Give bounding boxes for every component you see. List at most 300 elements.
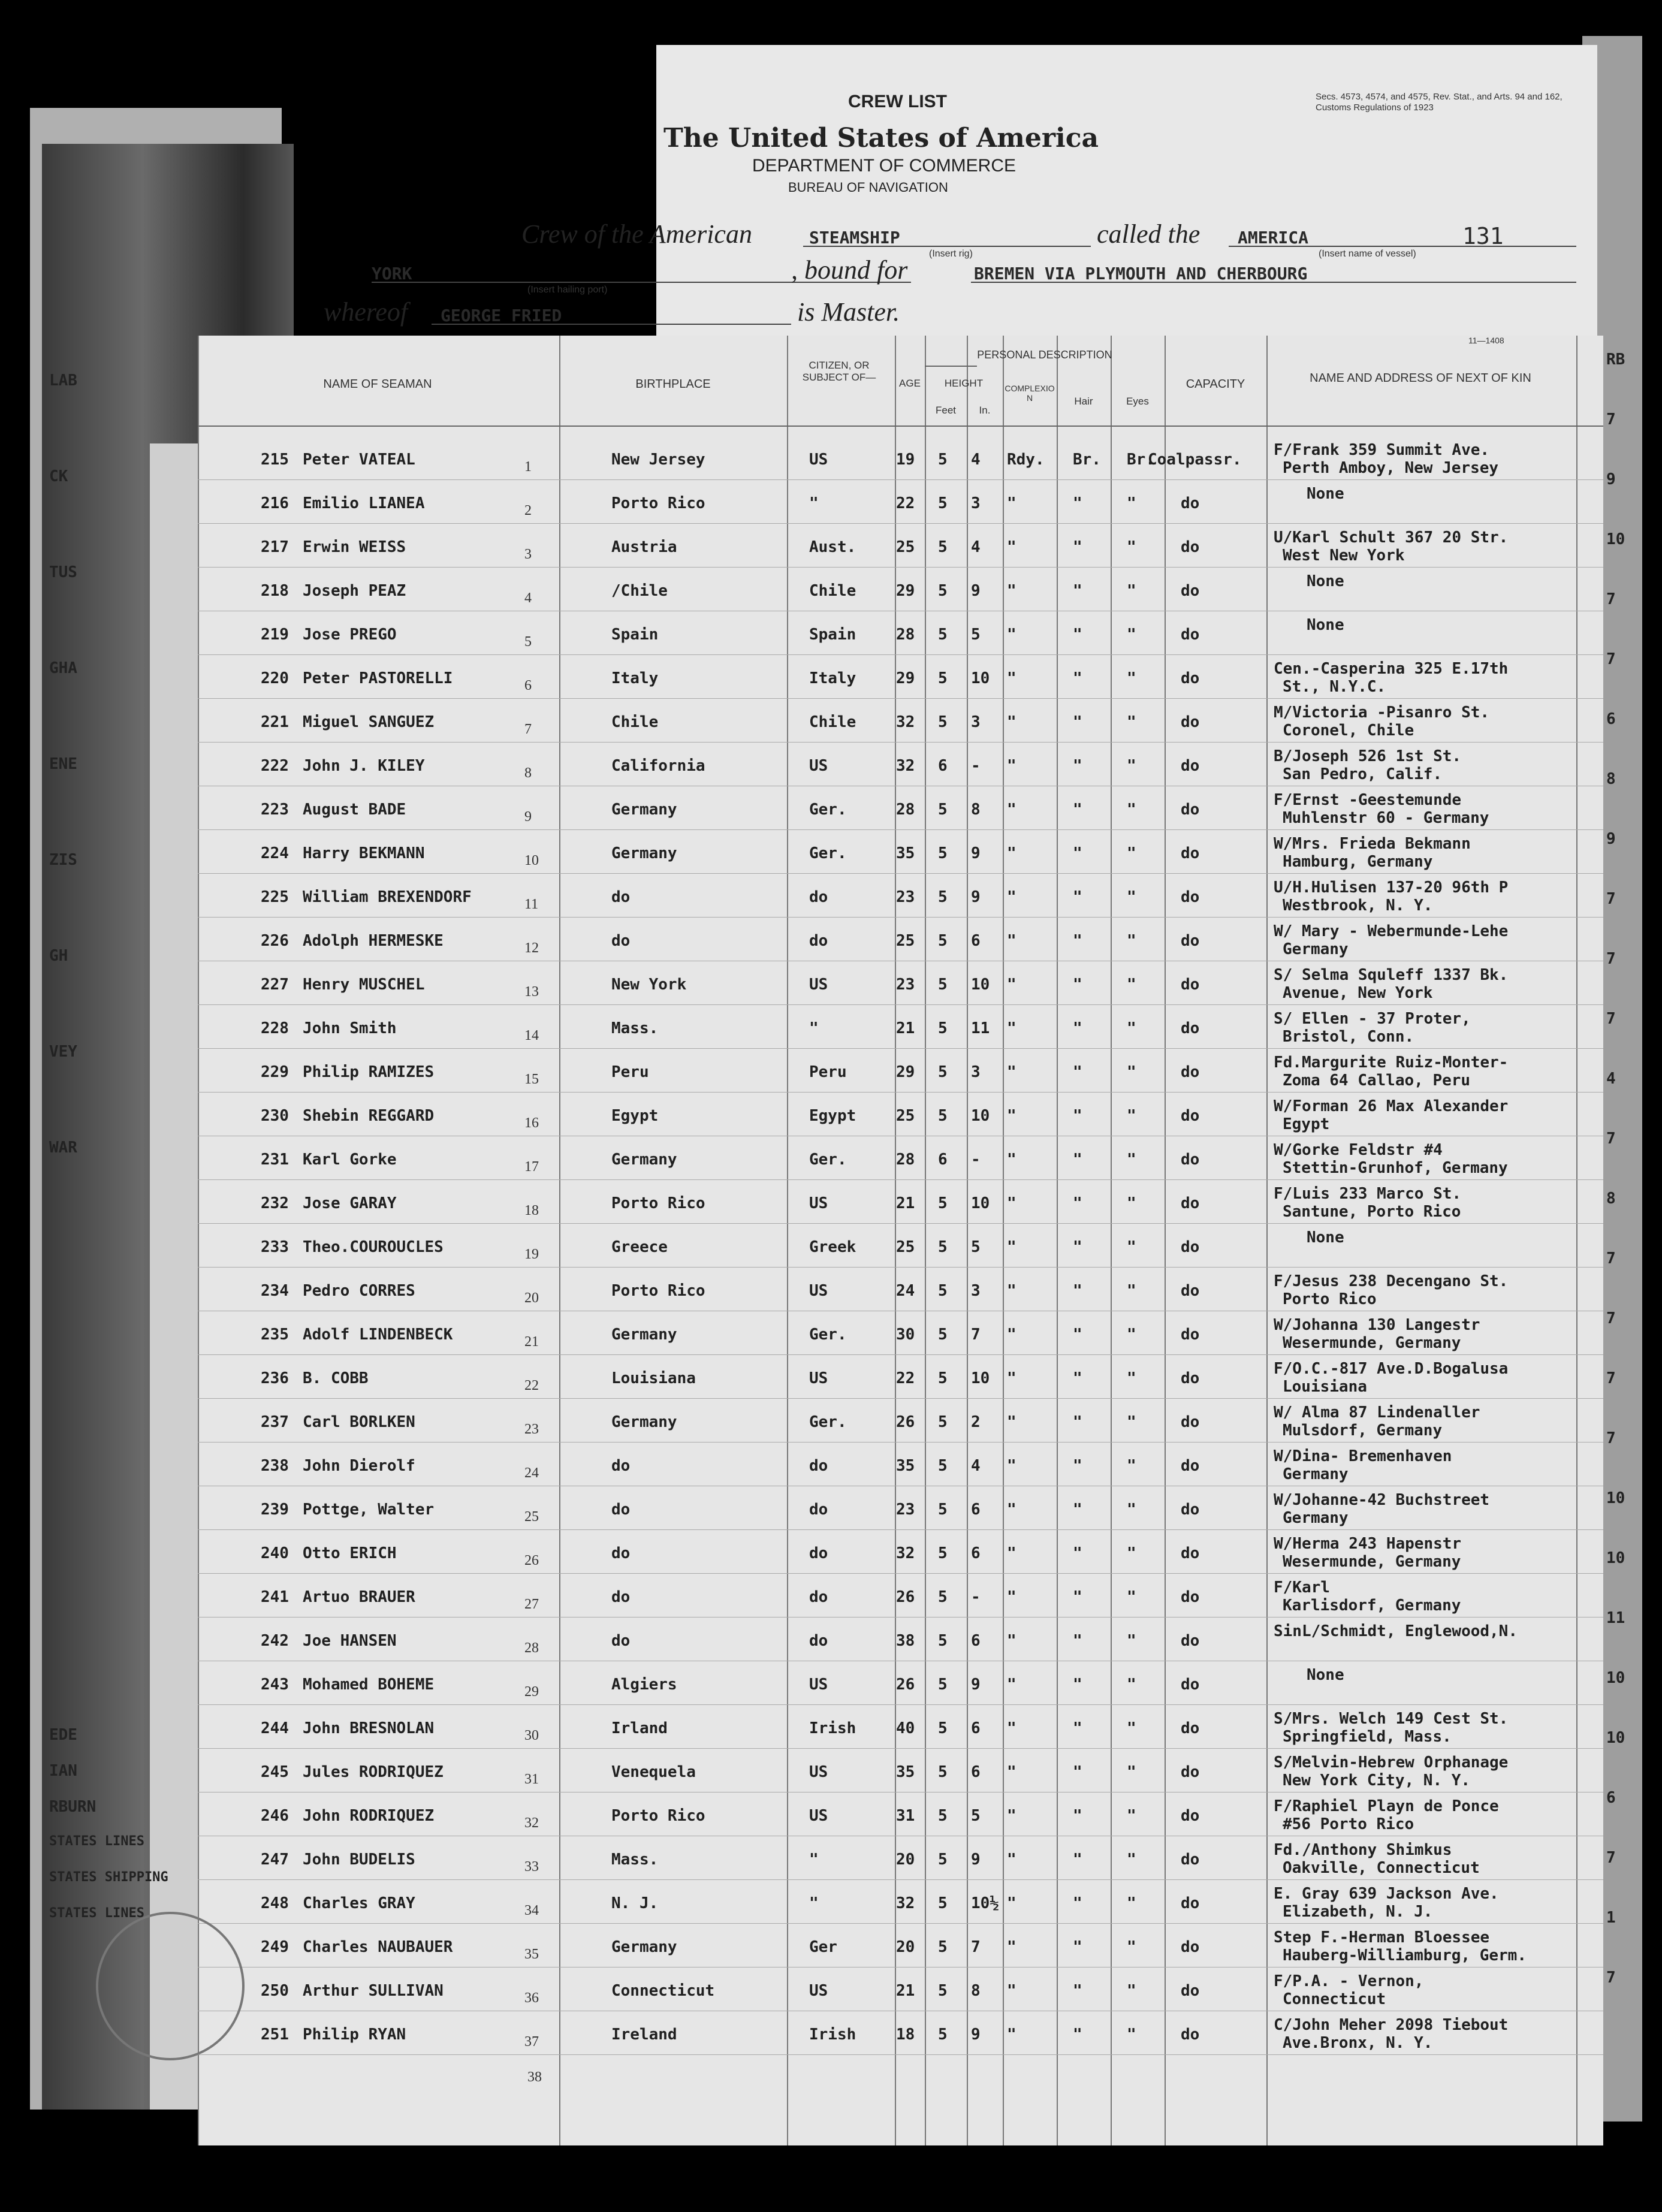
capacity: do: [1181, 1501, 1200, 1519]
row-rule: [198, 1704, 1603, 1705]
complexion: ": [1007, 1719, 1016, 1737]
hair: ": [1073, 801, 1082, 819]
height-inches: -: [971, 757, 981, 775]
seaman-number: 226: [261, 932, 289, 950]
hair: ": [1073, 713, 1082, 731]
birthplace: Irland: [611, 1719, 668, 1737]
birthplace: Mass.: [611, 1019, 659, 1037]
next-of-kin-line2: #56 Porto Rico: [1283, 1815, 1414, 1833]
eyes: ": [1127, 888, 1136, 906]
birthplace: Porto Rico: [611, 1282, 705, 1300]
complexion: ": [1007, 1588, 1016, 1606]
line-number: 24: [524, 1465, 539, 1481]
complexion: ": [1007, 1763, 1016, 1781]
complexion: ": [1007, 1369, 1016, 1387]
height-inches: 2: [971, 1413, 981, 1431]
line-number: 36: [524, 1990, 539, 2006]
citizenship: Spain: [809, 626, 856, 644]
height-feet: 5: [938, 1457, 948, 1475]
age: 28: [896, 801, 915, 819]
age: 32: [896, 1544, 915, 1562]
hair: ": [1073, 538, 1082, 556]
next-of-kin-line1: S/Melvin-Hebrew Orphanage: [1274, 1754, 1509, 1772]
line-number: 14: [524, 1028, 539, 1043]
height-feet: 6: [938, 757, 948, 775]
hair: ": [1073, 494, 1082, 512]
citizenship: US: [809, 1676, 828, 1694]
line-number: 7: [524, 722, 532, 737]
row-rule: [198, 1923, 1603, 1924]
complexion: ": [1007, 1894, 1016, 1912]
hailing-hint: (Insert hailing port): [527, 285, 608, 295]
department-title: DEPARTMENT OF COMMERCE: [752, 156, 1016, 176]
complexion: ": [1007, 844, 1016, 862]
hair: ": [1073, 1019, 1082, 1037]
seaman-name: Philip RAMIZES: [303, 1063, 435, 1081]
birthplace: Germany: [611, 1938, 677, 1956]
line-number: 9: [524, 809, 532, 825]
next-of-kin-line2: Louisiana: [1283, 1378, 1367, 1396]
row-rule: [198, 567, 1603, 568]
birthplace: Louisiana: [611, 1369, 696, 1387]
age: 23: [896, 1501, 915, 1519]
height-feet: 5: [938, 1019, 948, 1037]
row-rule: [198, 1879, 1603, 1880]
eyes: ": [1127, 757, 1136, 775]
height-inches: 8: [971, 801, 981, 819]
rule-name-left: [198, 336, 199, 2145]
right-margin-text: 9: [1606, 830, 1616, 848]
eyes: ": [1127, 1413, 1136, 1431]
seaman-number: 235: [261, 1326, 289, 1344]
complexion: ": [1007, 1676, 1016, 1694]
age: 25: [896, 932, 915, 950]
height-feet: 5: [938, 669, 948, 687]
next-of-kin-line2: Hauberg-Williamburg, Germ.: [1283, 1947, 1527, 1964]
height-inches: 10½: [971, 1894, 999, 1912]
next-of-kin-line2: Mulsdorf, Germany: [1283, 1422, 1443, 1440]
seaman-name: Arthur SULLIVAN: [303, 1982, 444, 2000]
height-feet: 5: [938, 1326, 948, 1344]
next-of-kin-line1: W/Gorke Feldstr #4: [1274, 1141, 1443, 1159]
citizenship: US: [809, 1982, 828, 2000]
hair: ": [1073, 1632, 1082, 1650]
hailing-port: YORK: [372, 264, 412, 283]
height-feet: 5: [938, 2026, 948, 2044]
height-inches: 10: [971, 1107, 990, 1125]
line-number: 8: [524, 765, 532, 781]
line-number: 25: [524, 1509, 539, 1525]
vessel-name: AMERICA: [1238, 228, 1309, 248]
next-of-kin-line1: F/Ernst -Geestemunde: [1274, 791, 1462, 809]
seaman-number: 239: [261, 1501, 289, 1519]
left-margin-text: STATES LINES: [49, 1834, 144, 1849]
citizenship: Greek: [809, 1238, 856, 1256]
right-margin-text: 10: [1606, 530, 1625, 548]
citizenship: US: [809, 1194, 828, 1212]
citizenship: do: [809, 1632, 828, 1650]
age: 35: [896, 844, 915, 862]
height-inches: 9: [971, 844, 981, 862]
row-rule: [198, 1442, 1603, 1443]
eyes: ": [1127, 1676, 1136, 1694]
row-rule: [198, 1529, 1603, 1530]
next-of-kin-line2: Springfield, Mass.: [1283, 1728, 1452, 1746]
age: 24: [896, 1282, 915, 1300]
birthplace: Connecticut: [611, 1982, 715, 2000]
capacity: do: [1181, 1457, 1200, 1475]
citizenship: Egypt: [809, 1107, 856, 1125]
next-of-kin-line1: U/Karl Schult 367 20 Str.: [1274, 529, 1509, 547]
height-inches: 4: [971, 1457, 981, 1475]
line-number: 23: [524, 1422, 539, 1437]
capacity: do: [1181, 1982, 1200, 2000]
eyes: ": [1127, 626, 1136, 644]
complexion: Rdy.: [1007, 451, 1045, 469]
birthplace: do: [611, 1632, 631, 1650]
vessel-hint: (Insert name of vessel): [1319, 249, 1416, 259]
birthplace: New Jersey: [611, 451, 705, 469]
next-of-kin-line1: C/John Meher 2098 Tiebout: [1274, 2016, 1509, 2034]
birthplace: Porto Rico: [611, 494, 705, 512]
line-number: 18: [524, 1203, 539, 1218]
complexion: ": [1007, 1851, 1016, 1869]
capacity: do: [1181, 932, 1200, 950]
height-inches: 9: [971, 2026, 981, 2044]
hair: ": [1073, 976, 1082, 994]
eyes: ": [1127, 494, 1136, 512]
next-of-kin-line1: B/Joseph 526 1st St.: [1274, 747, 1462, 765]
eyes: ": [1127, 582, 1136, 600]
line-number: 3: [524, 547, 532, 562]
age: 32: [896, 757, 915, 775]
age: 25: [896, 1107, 915, 1125]
complexion: ": [1007, 801, 1016, 819]
next-of-kin-line2: Connecticut: [1283, 1990, 1386, 2008]
birthplace: do: [611, 1457, 631, 1475]
birthplace: Germany: [611, 1413, 677, 1431]
citizenship: Irish: [809, 2026, 856, 2044]
height-feet: 5: [938, 888, 948, 906]
seaman-name: Jules RODRIQUEZ: [303, 1763, 444, 1781]
next-of-kin-line1: Step F.-Herman Bloessee: [1274, 1929, 1490, 1947]
eyes: ": [1127, 1851, 1136, 1869]
seaman-number: 227: [261, 976, 289, 994]
height-inches: 3: [971, 713, 981, 731]
crew-line-label: Crew of the American: [521, 219, 752, 249]
line-number: 22: [524, 1378, 539, 1393]
height-inches: 4: [971, 451, 981, 469]
rule-cit: [787, 336, 788, 2145]
seaman-name: Adolph HERMESKE: [303, 932, 444, 950]
seaman-name: Adolf LINDENBECK: [303, 1326, 453, 1344]
hair: ": [1073, 1326, 1082, 1344]
capacity: Coalpassr.: [1148, 451, 1242, 469]
citizenship: Aust.: [809, 538, 856, 556]
left-margin-text: ZIS: [49, 851, 77, 869]
hair: ": [1073, 626, 1082, 644]
seaman-name: Harry BEKMANN: [303, 844, 425, 862]
birthplace: Venequela: [611, 1763, 696, 1781]
height-feet: 5: [938, 1501, 948, 1519]
age: 31: [896, 1807, 915, 1825]
regulation-note: Secs. 4573, 4574, and 4575, Rev. Stat., and Arts. 94 and 162, Customs Regulations of 1923: [1316, 92, 1563, 113]
citizenship: Chile: [809, 713, 856, 731]
age: 29: [896, 582, 915, 600]
row-rule: [198, 1267, 1603, 1268]
citizenship: Ger: [809, 1938, 837, 1956]
citizenship: US: [809, 1282, 828, 1300]
left-margin-text: WAR: [49, 1139, 77, 1157]
age: 26: [896, 1413, 915, 1431]
age: 32: [896, 1894, 915, 1912]
next-of-kin-line1: S/ Selma Squleff 1337 Bk.: [1274, 966, 1509, 984]
capacity: do: [1181, 1676, 1200, 1694]
seaman-number: 247: [261, 1851, 289, 1869]
eyes: ": [1127, 1807, 1136, 1825]
birthplace: do: [611, 932, 631, 950]
complexion: ": [1007, 1457, 1016, 1475]
master-name: GEORGE FRIED: [441, 306, 562, 325]
line-number: 34: [524, 1903, 539, 1918]
rule-hair: [1057, 336, 1058, 2145]
hair: Br.: [1073, 451, 1101, 469]
line-number: 29: [524, 1684, 539, 1700]
height-feet: 5: [938, 451, 948, 469]
right-margin-text: 7: [1606, 1010, 1616, 1028]
height-inches: 6: [971, 932, 981, 950]
right-margin-text: 8: [1606, 1190, 1616, 1208]
capacity: do: [1181, 1544, 1200, 1562]
next-of-kin-line1: SinL/Schmidt, Englewood,N.: [1274, 1622, 1518, 1640]
row-rule: [198, 479, 1603, 480]
eyes: ": [1127, 1369, 1136, 1387]
seaman-number: 233: [261, 1238, 289, 1256]
capacity: do: [1181, 1107, 1200, 1125]
age: 25: [896, 1238, 915, 1256]
age: 19: [896, 451, 915, 469]
left-margin-text: STATES SHIPPING: [49, 1870, 168, 1885]
right-margin-text: 4: [1606, 1070, 1616, 1088]
height-inches: 7: [971, 1938, 981, 1956]
seaman-number: 240: [261, 1544, 289, 1562]
age: 22: [896, 1369, 915, 1387]
seaman-number: 250: [261, 1982, 289, 2000]
seaman-name: Miguel SANGUEZ: [303, 713, 435, 731]
seaman-name: Peter PASTORELLI: [303, 669, 453, 687]
next-of-kin-line2: Ave.Bronx, N. Y.: [1283, 2034, 1433, 2052]
right-margin-text: 7: [1606, 950, 1616, 968]
row-rule: [198, 698, 1603, 699]
height-inches: 3: [971, 1063, 981, 1081]
birthplace: Porto Rico: [611, 1194, 705, 1212]
capacity: do: [1181, 1282, 1200, 1300]
next-of-kin-line1: F/Luis 233 Marco St.: [1274, 1185, 1462, 1203]
hair: ": [1073, 757, 1082, 775]
height-feet: 5: [938, 932, 948, 950]
rule-birth: [559, 336, 560, 2145]
seaman-name: John Smith: [303, 1019, 397, 1037]
line-number: 20: [524, 1290, 539, 1306]
eyes: ": [1127, 932, 1136, 950]
right-margin-text: 11: [1606, 1609, 1625, 1627]
birthplace: Germany: [611, 1326, 677, 1344]
age: 40: [896, 1719, 915, 1737]
age: 29: [896, 1063, 915, 1081]
next-of-kin-line2: Hamburg, Germany: [1283, 853, 1433, 871]
row-rule: [198, 1004, 1603, 1005]
hair: ": [1073, 1938, 1082, 1956]
seaman-number: 216: [261, 494, 289, 512]
seaman-name: Charles GRAY: [303, 1894, 415, 1912]
birthplace: Mass.: [611, 1851, 659, 1869]
height-inches: 4: [971, 538, 981, 556]
hair: ": [1073, 1851, 1082, 1869]
complexion: ": [1007, 1063, 1016, 1081]
age: 23: [896, 976, 915, 994]
hair: ": [1073, 1676, 1082, 1694]
right-margin-text: 7: [1606, 1849, 1616, 1867]
col-kin: NAME AND ADDRESS OF NEXT OF KIN: [1310, 372, 1531, 385]
next-of-kin-line1: None: [1307, 572, 1344, 590]
next-of-kin-line1: W/Herma 243 Hapenstr: [1274, 1535, 1462, 1553]
row-rule: [198, 742, 1603, 743]
seaman-number: 232: [261, 1194, 289, 1212]
col-age: AGE: [899, 378, 921, 389]
capacity: do: [1181, 888, 1200, 906]
eyes: ": [1127, 1194, 1136, 1212]
right-margin-text: 7: [1606, 650, 1616, 668]
rule-feet: [925, 336, 926, 2145]
birthplace: Ireland: [611, 2026, 677, 2044]
col-eyes: Eyes: [1126, 396, 1149, 407]
right-margin-text: 6: [1606, 710, 1616, 728]
row-rule: [198, 1223, 1603, 1224]
seaman-name: Charles NAUBAUER: [303, 1938, 453, 1956]
seaman-number: 224: [261, 844, 289, 862]
next-of-kin-line1: F/Raphiel Playn de Ponce: [1274, 1797, 1499, 1815]
seaman-name: John Dierolf: [303, 1457, 415, 1475]
eyes: ": [1127, 1982, 1136, 2000]
citizenship: US: [809, 757, 828, 775]
right-margin-text: 7: [1606, 1429, 1616, 1447]
age: 20: [896, 1851, 915, 1869]
is-master-label: is Master.: [797, 297, 900, 327]
eyes: ": [1127, 713, 1136, 731]
birthplace: Austria: [611, 538, 677, 556]
birthplace: Germany: [611, 801, 677, 819]
seaman-number: 225: [261, 888, 289, 906]
citizenship: US: [809, 1807, 828, 1825]
capacity: do: [1181, 844, 1200, 862]
height-feet: 5: [938, 582, 948, 600]
next-of-kin-line1: F/P.A. - Vernon,: [1274, 1972, 1424, 1990]
eyes: ": [1127, 1107, 1136, 1125]
eyes: ": [1127, 669, 1136, 687]
line-number: 33: [524, 1859, 539, 1875]
seaman-name: Pottge, Walter: [303, 1501, 435, 1519]
height-inches: 3: [971, 1282, 981, 1300]
line-number: 31: [524, 1772, 539, 1787]
birthplace: Greece: [611, 1238, 668, 1256]
birthplace: Algiers: [611, 1676, 677, 1694]
form-code: 11—1408: [1468, 336, 1504, 345]
citizenship: ": [809, 1851, 819, 1869]
seaman-number: 231: [261, 1151, 289, 1169]
citizenship: US: [809, 451, 828, 469]
hair: ": [1073, 1501, 1082, 1519]
height-inches: 11: [971, 1019, 990, 1037]
next-of-kin-line1: None: [1307, 485, 1344, 503]
right-margin-text: 9: [1606, 470, 1616, 488]
hair: ": [1073, 1544, 1082, 1562]
next-of-kin-line2: Stettin-Grunhof, Germany: [1283, 1159, 1508, 1177]
eyes: ": [1127, 1938, 1136, 1956]
birthplace: Peru: [611, 1063, 649, 1081]
birthplace: Spain: [611, 626, 659, 644]
seaman-number: 236: [261, 1369, 289, 1387]
complexion: ": [1007, 1632, 1016, 1650]
seaman-name: Emilio LIANEA: [303, 494, 425, 512]
seaman-name: Theo.COUROUCLES: [303, 1238, 444, 1256]
next-of-kin-line2: Wesermunde, Germany: [1283, 1553, 1461, 1571]
bound-for-label: , bound for: [791, 255, 908, 285]
blank-line-number: 38: [527, 2069, 542, 2085]
row-rule: [198, 1573, 1603, 1574]
seaman-name: August BADE: [303, 801, 406, 819]
next-of-kin-line2: Westbrook, N. Y.: [1283, 897, 1433, 915]
age: 28: [896, 626, 915, 644]
next-of-kin-line2: St., N.Y.C.: [1283, 678, 1386, 696]
eyes: ": [1127, 1457, 1136, 1475]
col-height: HEIGHT: [944, 378, 984, 389]
complexion: ": [1007, 1282, 1016, 1300]
age: 38: [896, 1632, 915, 1650]
row-rule: [198, 654, 1603, 655]
seaman-name: Karl Gorke: [303, 1151, 397, 1169]
next-of-kin-line2: Germany: [1283, 1509, 1349, 1527]
seaman-name: William BREXENDORF: [303, 888, 472, 906]
seaman-number: 222: [261, 757, 289, 775]
eyes: ": [1127, 801, 1136, 819]
sheet-number: 131: [1462, 223, 1504, 249]
complexion: ": [1007, 1938, 1016, 1956]
capacity: do: [1181, 1851, 1200, 1869]
complexion: ": [1007, 538, 1016, 556]
rule-kin: [1266, 336, 1268, 2145]
next-of-kin-line2: West New York: [1283, 547, 1405, 565]
right-margin-text: 7: [1606, 411, 1616, 428]
eyes: ": [1127, 1151, 1136, 1169]
hair: ": [1073, 1894, 1082, 1912]
birthplace: do: [611, 1588, 631, 1606]
hair: ": [1073, 1107, 1082, 1125]
seaman-number: 245: [261, 1763, 289, 1781]
height-feet: 5: [938, 713, 948, 731]
next-of-kin-line1: W/Dina- Bremenhaven: [1274, 1447, 1452, 1465]
next-of-kin-line1: F/Karl: [1274, 1579, 1330, 1597]
complexion: ": [1007, 1326, 1016, 1344]
right-margin-text: 6: [1606, 1789, 1616, 1807]
next-of-kin-line1: F/Jesus 238 Decengano St.: [1274, 1272, 1509, 1290]
citizenship: ": [809, 1894, 819, 1912]
height-inches: 9: [971, 1676, 981, 1694]
hair: ": [1073, 1719, 1082, 1737]
row-rule: [198, 829, 1603, 830]
height-feet: 5: [938, 1063, 948, 1081]
birthplace: Porto Rico: [611, 1807, 705, 1825]
age: 25: [896, 538, 915, 556]
